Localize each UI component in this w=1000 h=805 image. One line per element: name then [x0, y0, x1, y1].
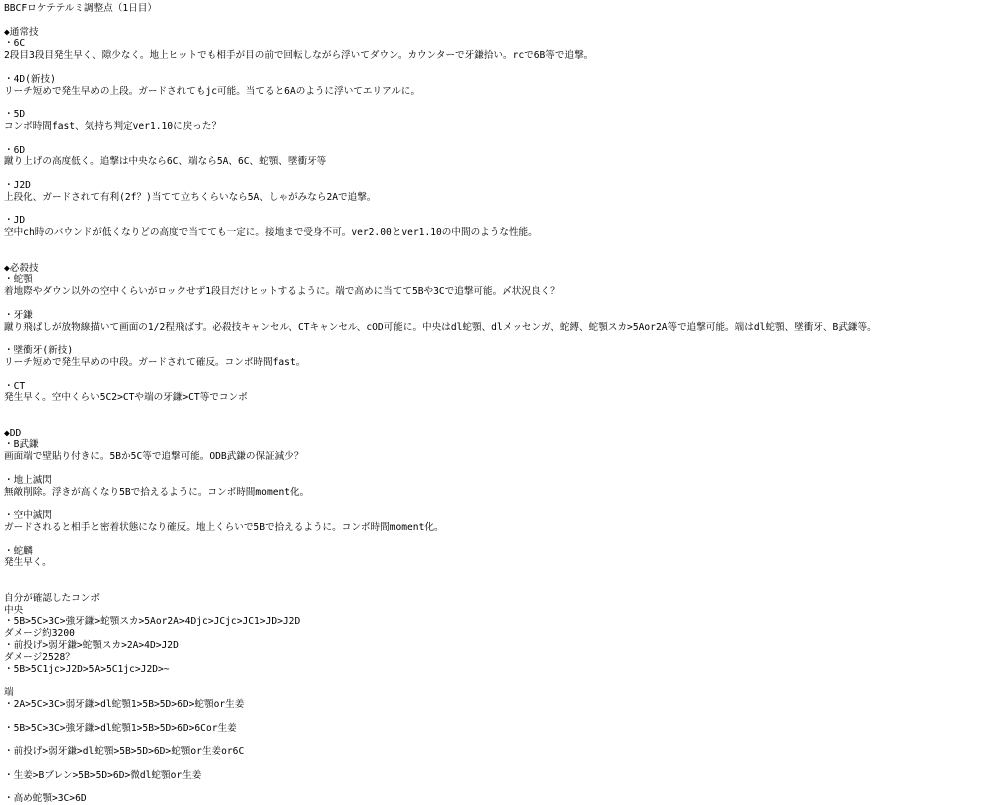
text-line: ・前投げ>弱牙鎌>dl蛇顎>5B>5D>6D>蛇顎or生姜or6C — [4, 746, 245, 758]
text-line: 無敵削除。浮きが高くなり5Bで拾えるように。コンボ時間moment化。 — [4, 486, 310, 498]
text-line: 端 — [4, 687, 14, 699]
text-line: ・B武鎌 — [4, 439, 39, 451]
text-line: ・CT — [4, 380, 26, 392]
text-line: ダメージ約3200 — [4, 628, 75, 640]
blank-line — [4, 333, 988, 345]
text-line: 空中ch時のバウンドが低くなりどの高度で当てても一定に。接地まで受身不可。ver2.00とver1.10の中間のような性能。 — [4, 227, 538, 239]
blank-line — [4, 498, 988, 510]
blank-line — [4, 97, 988, 109]
text-line: ・5B>5C>3C>強牙鎌>dl蛇顎1>5B>5D>6D>6Cor生姜 — [4, 722, 237, 734]
text-line: ・2A>5C>3C>弱牙鎌>dl蛇顎1>5B>5D>6D>蛇顎or生姜 — [4, 699, 245, 711]
blank-line — [4, 369, 988, 381]
blank-line — [4, 168, 988, 180]
text-line: BBCFロケテテルミ調整点（1日目） — [4, 3, 157, 14]
text-line: ・生姜>Bブレン>5B>5D>6D>微dl蛇顎or生姜 — [4, 769, 202, 781]
blank-line — [4, 133, 988, 145]
text-line: ・5B>5C>3C>強牙鎌>蛇顎スカ>5Aor2A>4Djc>JCjc>JC1>JD>J2D — [4, 616, 301, 628]
blank-line — [4, 581, 988, 593]
text-line: ◆DD — [4, 427, 22, 439]
text-line: ・4D(新技) — [4, 73, 56, 85]
text-line: 中央 — [4, 604, 24, 616]
text-line: 上段化、ガードされて有利(2f？)当てて立ちくらいなら5A、しゃがみなら2Aで追撃。 — [4, 191, 377, 203]
text-line: ◆必殺技 — [4, 262, 39, 274]
text-line: 蹴り飛ばしが放物線描いて画面の1/2程飛ばす。必殺技キャンセル、CTキャンセル、cOD可能に。中央はdl蛇顎、dlメッセンガ、蛇縛、蛇顎スカ>5Aor2A等で追撃可能。端はdl蛇顎、墜衝牙、B武鎌等。 — [4, 321, 877, 333]
text-line: 2段目3段目発生早く、隙少なく。地上ヒットでも相手が目の前で回転しながら浮いてダウン。カウンターで牙鎌拾い。rcで6B等で追撃。 — [4, 50, 594, 62]
text-line: ガードされると相手と密着状態になり確反。地上くらいで5Bで拾えるように。コンボ時間moment化。 — [4, 522, 444, 534]
text-line: ダメージ2528？ — [4, 651, 75, 663]
blank-line — [4, 404, 988, 416]
text-line: ・牙鎌 — [4, 309, 33, 321]
text-line: ◆通常技 — [4, 26, 39, 38]
blank-line — [4, 298, 988, 310]
blank-line — [4, 463, 988, 475]
blank-line — [4, 534, 988, 546]
blank-line — [4, 569, 988, 581]
blank-line — [4, 711, 988, 723]
blank-line — [4, 62, 988, 74]
blank-line — [4, 251, 988, 263]
text-line: ・前投げ>弱牙鎌>蛇顎スカ>2A>4D>J2D — [4, 640, 179, 652]
text-line: 画面端で壁貼り付きに。5Bか5C等で追撃可能。ODB武鎌の保証減少？ — [4, 451, 304, 463]
blank-line — [4, 675, 988, 687]
text-line: 自分が確認したコンボ — [4, 592, 100, 604]
blank-line — [4, 782, 988, 794]
blank-line — [4, 734, 988, 746]
blank-line — [4, 15, 988, 27]
blank-line — [4, 416, 988, 428]
text-line: ・5B>5C1jc>J2D>5A>5C1jc>J2D>~ — [4, 663, 170, 675]
text-line: ・5D — [4, 109, 26, 121]
text-line: 発生早く。 — [4, 557, 52, 569]
text-line: ・J2D — [4, 179, 31, 191]
text-line: ・空中滅閃 — [4, 510, 52, 522]
text-line: 発生早く。空中くらい5C2>CTや端の牙鎌>CT等でコンボ — [4, 392, 248, 404]
text-line: リーチ短めで発生早めの中段。ガードされて確反。コンボ時間fast。 — [4, 356, 306, 368]
blank-line — [4, 204, 988, 216]
text-line: ・6D — [4, 144, 26, 156]
text-line: ・蛇麟 — [4, 545, 33, 557]
text-line: ・墜衝牙(新技) — [4, 345, 74, 357]
text-line: コンボ時間fast、気持ち判定ver1.10に戻った？ — [4, 120, 222, 132]
text-line: リーチ短めで発生早めの上段。ガードされてもjc可能。当てると6Aのように浮いてエリアルに。 — [4, 85, 421, 97]
blank-line — [4, 758, 988, 770]
text-line: ・高め蛇顎>3C>6D — [4, 793, 87, 805]
text-line: ・蛇顎 — [4, 274, 33, 286]
text-line: ・JD — [4, 215, 26, 227]
text-line: 着地際やダウン以外の空中くらいがロックせず1段目だけヒットするように。端で高めに当てて5Bや3Cで追撃可能。〆状況良く？ — [4, 286, 560, 298]
text-line: ・地上滅閃 — [4, 474, 52, 486]
blank-line — [4, 239, 988, 251]
text-line: 蹴り上げの高度低く。追撃は中央なら6C、端なら5A、6C、蛇顎、墜衝牙等 — [4, 156, 327, 168]
text-line: ・6C — [4, 38, 26, 50]
